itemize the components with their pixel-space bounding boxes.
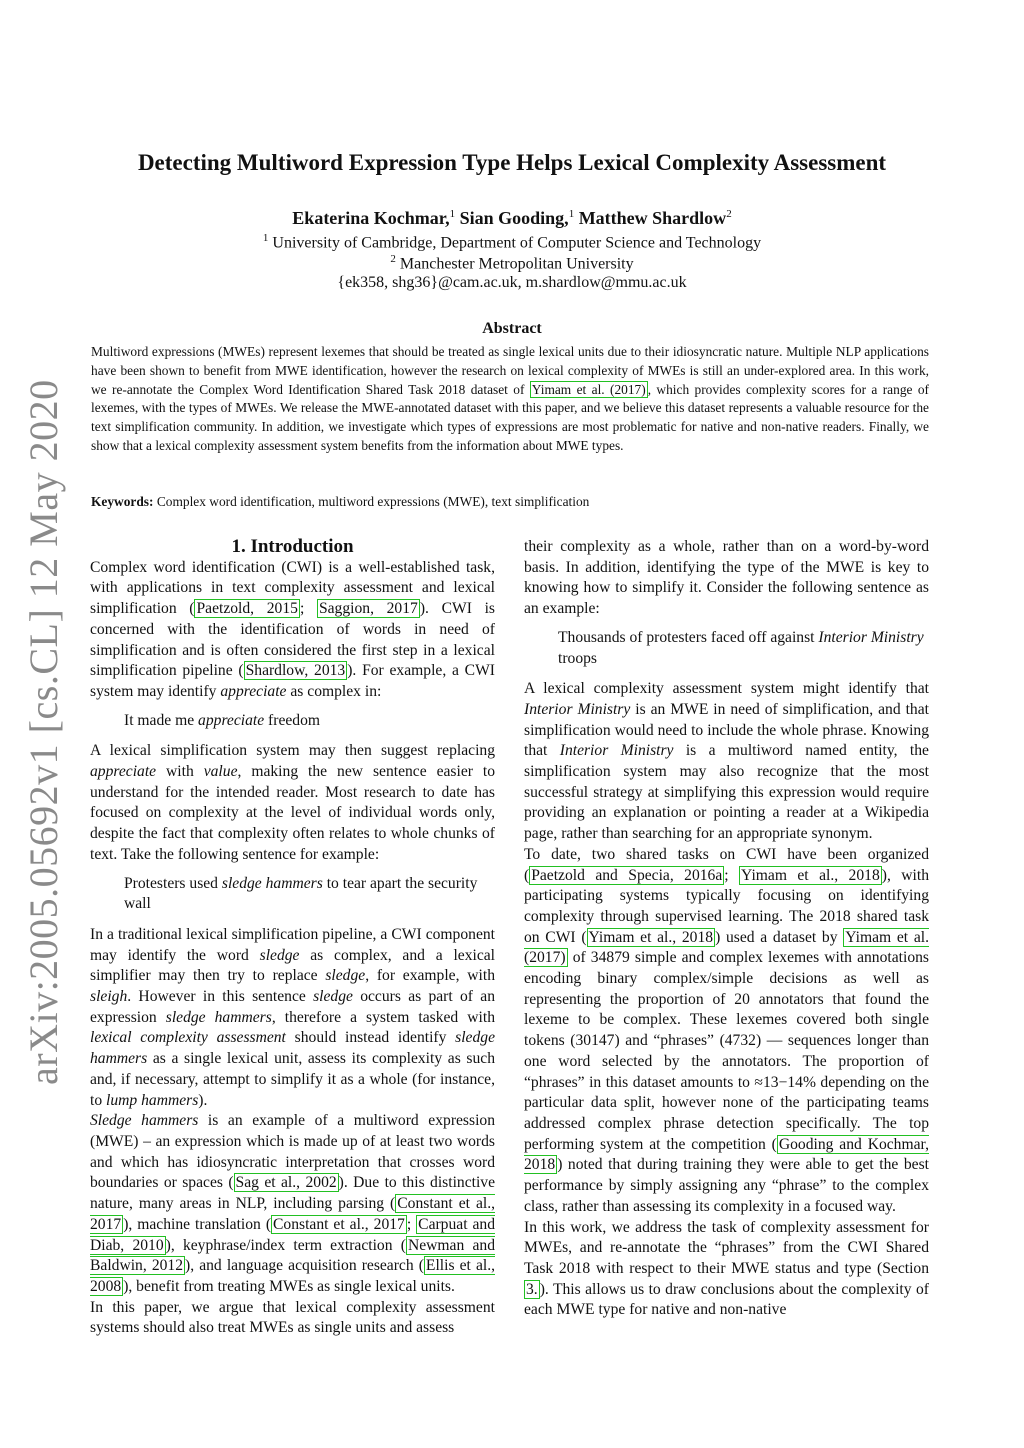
- paragraph: A lexical complexity assessment system might identify that Interior Ministry is an MWE in need of simplification, and that simplification would need to include the whole phrase. Knowing that Interior Ministry is a multiword named entity, the simplification system may also recognize that the most successful strategy at simplifying this expression would require providing an explanation or pointing a reader at a Wikipedia page, rather than searching for an appropriate synonym.: [524, 680, 929, 843]
- citation-link[interactable]: Sag et al., 2002: [235, 1174, 337, 1192]
- author-1: Ekaterina Kochmar,: [292, 208, 450, 228]
- paragraph: In this work, we address the task of complexity assessment for MWEs, and re-annotate the “phrases” from the CWI Shared Task 2018 with respect to their MWE status and type (Section 3. ). This allows us to draw conclusions about the complexity of each MWE type for native and non-native: [524, 1218, 929, 1319]
- citation-link[interactable]: Yimam et al., 2018: [741, 866, 880, 884]
- author-2: Sian Gooding,: [459, 208, 569, 228]
- citation-link[interactable]: Ellis et al., 2008: [90, 1257, 495, 1295]
- abstract-heading: Abstract: [482, 320, 542, 337]
- right-column: [524, 537, 929, 1321]
- citation-link[interactable]: Constant et al., 2017: [273, 1215, 405, 1233]
- example-sentence: It made me appreciate freedom: [124, 711, 321, 729]
- citation-link[interactable]: Saggion, 2017: [318, 600, 418, 618]
- citation-link[interactable]: Paetzold, 2015: [196, 600, 298, 618]
- affiliation-2: $^2$ Manchester Metropolitan University: [390, 253, 634, 273]
- citation-link[interactable]: Constant et al., 2017: [90, 1195, 495, 1233]
- citation-link[interactable]: Yimam et al. (2017): [531, 381, 646, 397]
- section-link[interactable]: 3.: [526, 1280, 538, 1298]
- arxiv-identifier: arXiv:2005.05692v1 [cs.CL] 12 May 2020: [21, 379, 66, 1085]
- paragraph: A lexical simplification system may then suggest replacing appreciate with value, making the new sentence easier to understand for the intended reader. Most research to date has focused on complexity at the level of individual words only, despite the fact that complexity often relates to whole chunks of text. Take the following sentence for example:: [90, 742, 495, 863]
- abstract-text: Multiword expressions (MWEs) represent lexemes that should be treated as single lexical units due to their idiosyncratic nature. Multiple NLP applications have been shown to benefit from MWE identification, however the research on lexical complexity of MWEs is still an under-explored area. In this work, we re-annotate the Complex Word Identification Shared Task 2018 dataset of Yimam et al. (2017) , which provides complexity scores for a range of lexemes, with the types of MWEs. We release the MWE-annotated dataset with this paper, and we believe this dataset represents a valuable resource for the text simplification community. In addition, we investigate which types of expressions are most problematic for native and non-native readers. Finally, we show that a lexical complexity assessment system benefits from the information about MWE types.: [91, 344, 929, 453]
- paragraph: To date, two shared tasks on CWI have been organized ( Paetzold and Specia, 2016a ; Yimam et al., 2018 ), with participating systems typically focusing on identifying complexity through supervised learning. The 2018 shared task on CWI ( Yimam et al., 2018 ) used a dataset by Yimam et al. (2017) of 34879 simple and complex lexemes with annotations encoding binary complex/simple decisions as well as representing the proportion of 20 annotators that found the lexeme to be complex. These lexemes covered both single tokens (30147) and “phrases” (4732) — sequences longer than one word selected by the annotators. The proportion of “phrases” in this dataset amounts to ≈13−14% depending on the particular data split, however none of the participating teams addressed complex phrase detection specifically. The top performing system at the competition ( Gooding and Kochmar, 2018 ) noted that during training they were able to get the best performance by simply assigning any “phrase” to the complex class, rather than assessing its complexity in a focused way.: [524, 845, 929, 1215]
- paragraph: In a traditional lexical simplification pipeline, a CWI component may identify the word sledge as complex, and a lexical simplifier may then try to replace sledge, for example, with sleigh. However in this sentence sledge occurs as part of an expression sledge hammers, therefore a system tasked with lexical complexity assessment should instead identify sledge hammers as a single lexical unit, assess its complexity as such and, if necessary, attempt to simplify it as a whole (for instance, to lump hammers).: [90, 925, 496, 1109]
- paragraph: Sledge hammers is an example of a multiword expression (MWE) – an expression which is made up of at least two words and which has idiosyncratic interpretation that crosses word boundaries or spaces ( Sag et al., 2002 ). Due to this distinctive nature, many areas in NLP, including parsing ( Constant et al., 2017 ), machine translation ( Constant et al., 2017 ; Carpuat and Diab, 2010 ), keyphrase/index term extraction ( Newman and Baldwin, 2012 ), and language acquisition research ( Ellis et al., 2008 ), benefit from treating MWEs as single lexical units.: [90, 1112, 496, 1295]
- paragraph: Complex word identification (CWI) is a well-established task, with applications in text complexity assessment and lexical simplification ( Paetzold, 2015 ; Saggion, 2017 ). CWI is concerned with the identification of words in need of simplification and is often considered the first step in a lexical simplification pipeline ( Shardlow, 2013 ). For example, a CWI system may identify appreciate as complex in:: [90, 558, 495, 700]
- citation-link[interactable]: Gooding and Kochmar, 2018: [524, 1135, 929, 1174]
- author-3: Matthew Shardlow: [578, 208, 727, 228]
- affiliation-1: $^1$ University of Cambridge, Department of Computer Science and Technology: [262, 232, 762, 252]
- section-heading-introduction: 1. Introduction: [231, 536, 354, 557]
- citation-link[interactable]: Yimam et al., 2018: [588, 928, 714, 946]
- citation-link[interactable]: Newman and Baldwin, 2012: [90, 1236, 495, 1275]
- example-sentence: Thousands of protesters faced off against Interior Ministry troops: [558, 628, 924, 667]
- citation-link[interactable]: Yimam et al. (2017): [524, 928, 929, 967]
- citation-link[interactable]: Shardlow, 2013: [245, 662, 346, 680]
- citation-link[interactable]: Carpuat and Diab, 2010: [90, 1215, 496, 1254]
- author-list: Ekaterina Kochmar,$^1$ Sian Gooding,$^1$ Matthew Shardlow$^2$: [292, 208, 732, 228]
- paragraph: In this paper, we argue that lexical complexity assessment systems should also treat MWEs as single units and assess: [90, 1298, 495, 1337]
- paragraph: their complexity as a whole, rather than on a word-by-word basis. In addition, identifying the type of the MWE is key to knowing how to simplify it. Consider the following sentence as an example:: [524, 538, 929, 618]
- example-sentence: Protesters used sledge hammers to tear apart the security wall: [124, 874, 478, 913]
- author-emails: {ek358, shg36}@cam.ac.uk, m.shardlow@mmu.ac.uk: [337, 274, 687, 291]
- citation-link[interactable]: Paetzold and Specia, 2016a: [531, 866, 723, 884]
- keywords: Keywords: Complex word identification, multiword expressions (MWE), text simplification: [91, 494, 590, 509]
- paper-title: Detecting Multiword Expression Type Helps Lexical Complexity Assessment: [137, 150, 887, 175]
- left-column: [90, 537, 495, 1339]
